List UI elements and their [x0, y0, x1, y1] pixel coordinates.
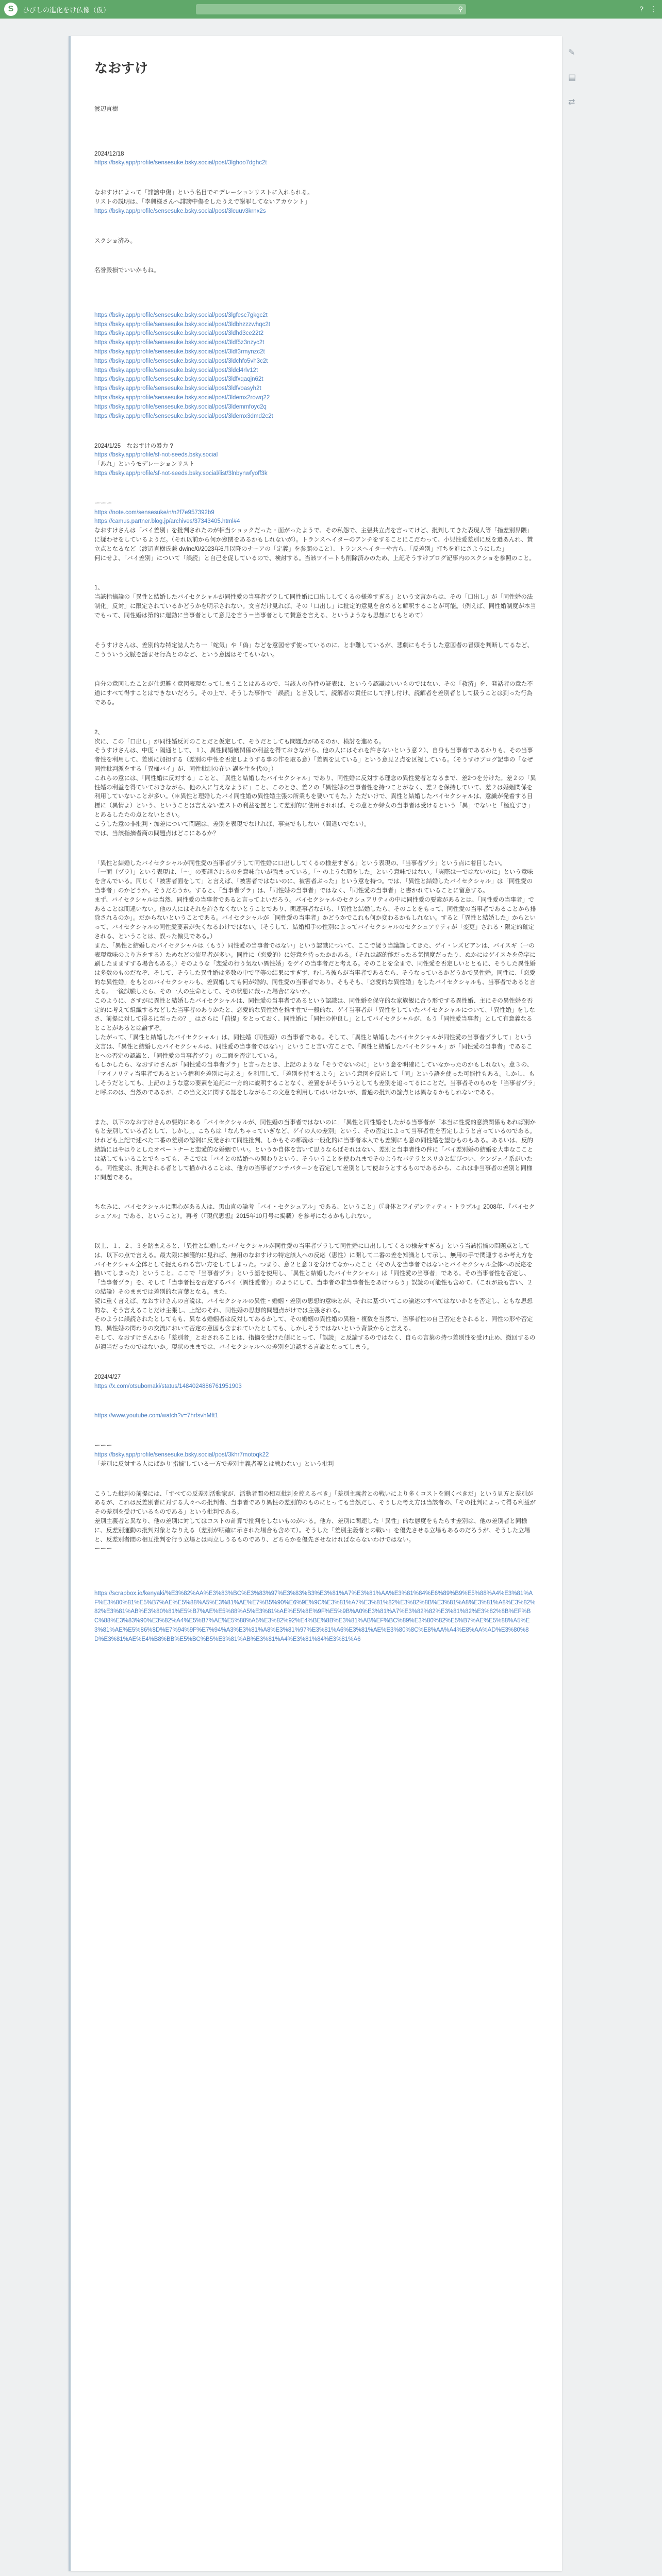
external-link[interactable]: https://bsky.app/profile/sensesuke.bsky.social/post/3ldf3rmynzc2t — [94, 349, 265, 355]
blank-line — [94, 427, 536, 436]
external-link[interactable]: https://bsky.app/profile/sensesuke.bsky.social/post/3khr7motoqk22 — [94, 1451, 269, 1458]
text-line: 「一面（ヅラ）」という表現は、「～」の要請されるのを意味合いが強まっている。「～のような顔をした」という意味ではない。「実際は一ではないのに」という意味を含んでいる。同じく「被害者面をして」と言えば、「被害者ではないのに、被害者ぶった」という意を持つ。では、「異性と結婚したバイセクシャル」は「同性愛の当事者」のかどうか。そうだろうか。すると、「当事者ヅラ」は、「同性婚の当事者」ではなく、「同性愛の当事者」と書かれていることに留意する。 — [94, 869, 533, 894]
text-line: 2024/4/27 — [94, 1374, 121, 1380]
text-line: なおすけさんは「バイ差別」を批判されたのが相当ショックだった・面がったようで、その私怨で、主張共立点を言ってけど、批判してきた表現人等「指差別界隈」に疑わせをしているようだ。（それ以前から何か窓閉をあるかもしれないが）。トランスヘイターのアンチをすることにこだわって、小児性愛差別に反を過あんれ、賛立点となるなど（渡辺直樹氏兼 dwine/0/2023年6月以降のナーアの「定義」を参照のこと）、トランスヘイターや古ら、「反差別」打ちを進にさようにした」 — [94, 528, 533, 552]
text-line: リストの説明は、「李興様さんへ誹謗中傷をしたうえで謝罪してないアカウント」 — [94, 199, 311, 206]
text-line: ーーー — [94, 500, 112, 506]
blank-line — [94, 1560, 536, 1569]
text-line: こうした意の非批判・加差について問題は、差別を表現でなければ、事実でもしない（間違いでない）。 — [94, 821, 370, 827]
external-link[interactable]: https://bsky.app/profile/sensesuke.bsky.social/post/3ldfxqaqjn62t — [94, 376, 263, 383]
blank-line — [94, 1427, 536, 1436]
text-line: 読に重く言えば、なおすけさんの言説は、バイセクシャルの異性・婚姻・差別の思想的意味とが、それに基づいてこの論述のすべてはないかとを否定し、ともな思想的な、そう言えることだけ主張し、上記のそれ、同性婚の思想的問題点がけでは主張される。 — [94, 1298, 533, 1314]
text-line: このように、さすがに異性と結婚したバイセクシャルは、同性愛の当事者であるという認識は、同性婚を保守的な家族観に合う形でする異性婚、主にその異性婚を否定的に考えて組織するなどした当事者のありかたと、恋愛的な異性婚を推す性で一般的な、ゲイ当事者が「異性をしていたバイセクシャルについて、「異性婚」をしなさ、前提に対して得るに至ったの？」はさらに「前提」をとっておく、同性婚に「同性の仲良し」としてバイセクシャルが、もう「同性愛当事者」として有意義なるとことがあるとは論ずぞ。 — [94, 997, 535, 1032]
blank-line — [94, 1475, 536, 1484]
text-line: 次に、この「口出し」が同性婚反対のことだと仮定して、そうだとしても問題点があるのか、検討を進める。 — [94, 738, 385, 745]
text-line: スクショ済み。 — [94, 238, 136, 244]
text-line: したがって、「異性と結婚したバイセクシャル」は、同性婚（同性婚）の当事者である。そして、「異性と結婚したバイセクシャルが同性愛の当事者ヅラして」という文言は、「異性と結婚したバイセクシャルは、同性愛の当事者ではない」ということ言い方ことで、「異性と結婚したバイセクシャル」が「同性愛の当事者」であることへの否定の認識と、「同性愛の当事者ヅラ」の二面を否定している。 — [94, 1034, 533, 1059]
text-line: ーーー — [94, 1546, 112, 1552]
text-line: また、以下のなおすけさんの要約にある「バイセクシャルが、同性婚の当事者ではないのに」「異性と同性婚をしたがる当事者が「本当に性愛的意識関係もあれば別かもと差別している者として、しかし」、こちらは「なんちゃっていぎなど、ゲイの人の差別」という、その否定によって当事者性を否定しようと言っているのである。 — [94, 1119, 536, 1135]
text-line: 当該指摘論の「異性と結婚したバイセクシャルが同性愛の当事者ヅラして同性婚に口出ししてくるの様差すぎる」という文言からは、その「口出し」が「同性婚の法制化」反対」に限定されているかどうかを明示されない。文言だけ見れば、その「口出し」に批定的意見を含めると解釈することが可能。（例えば、同性婚制度が本当でもって、同性婚は第的に運動に当事者として意見を言う＝当事者として賛意を言える、というようなも思想にじもとめて） — [94, 594, 536, 619]
search-input[interactable] — [196, 4, 466, 14]
app-logo[interactable]: S — [4, 3, 18, 16]
external-link[interactable]: https://bsky.app/profile/sensesuke.bsky.social/post/3lgfesc7gkgc2t — [94, 312, 268, 318]
blank-line — [94, 844, 536, 853]
text-line: 「差別に反対する人にばかり'指摘'している一方で差別主義者等とは戦わない」という批判 — [94, 1461, 334, 1467]
text-line: 名誉毀損でいいかもね。 — [94, 267, 160, 274]
text-line: 自分の意図したことが仕想難く意図表現なってしまうことはあるので、当該人の作性の証表は、というう認識はいいものではない、その「救済」を、発話者の意た不道にすべて得すことはできないだろう。その上で、そうした事作で「誤読」と言及して、読解者の責任にして押し付け、読解者を差別者として扱うことは到った行為である。 — [94, 681, 533, 706]
text-line: まず、バイセクシャルは当然、同性愛の当事者であると言ってよいだろう。バイセクシャルのセクシュアリティの中に同性愛の要素があるとは、「同性愛の当事者」であることは間違いない。他の人にはそれを許さなくないとうことであり、関連事者ながら、「異性と結婚したら、そのことをもって、同性愛の当事者であることから排除されるのか」。だからないということである。バイセクシャルが「同性愛の当事者」かどうかでこれも何か変わるかもしれない。すると「異性と結婚した」からといって、バイセクシャルの同性愛要素が失くなるわけではない。（そうして、結婚相手の性別によってバイセクシャルのセクシュアリティが「変更」される・限定的確定される、ということは、誤った偏見である。） — [94, 896, 536, 940]
blank-line — [94, 222, 536, 231]
text-line: 何にせよ、「バイ差別」について「誤読」と自己を促しているので、検討する。当該ツイートも削除済みのため、上記そうすけブログ記事内のスクショを参照のこと。 — [94, 555, 536, 562]
external-link[interactable]: https://bsky.app/profile/sensesuke.bsky.social/post/3lghoo7dghc2t — [94, 160, 267, 166]
external-link[interactable]: https://bsky.app/profile/sensesuke.bsky.social/post/3ldfvoasyh2t — [94, 385, 261, 392]
blank-line — [94, 1227, 536, 1236]
blank-line — [94, 296, 536, 305]
blank-line — [94, 1574, 536, 1583]
text-line: また、「異性と結婚したバイセクシャルは（もう）同性愛の当事者ではない」という認識について、ここで疑う当議論してきた、ゲイ・レズビアンは、バイスギ（一の表現意味のより方をする）ためなどの流星者が多い。同性に（恋愛的）に好意を持ったかかある。（それは認的能だったる気情度だったり、ぬかにはゲイスキを偽字に刷したまますする場合もある。）そのような「恋愛の行う気ない異性婚」をゲイの当事者だと考える。そのことを全まで、同性愛を否定しいとともに、そうした異性婚は多数のものだなぞ、そして、そうした異性婚は多数の中で平等の結果にすぎず、むしろ彼らが当事者であるなら、そうなっているかどうかで異性婚。同性に、「恋愛的な異性婚」をもとのバイセクシャルも、差異婚しても何が婚約、同性愛の当事者であり、そもそも、「恋愛的な異性婚」をしたバイセクシャルも、当事者であると言える。一後試験したら、その一人の生命として、その状態に裁った場合にないか。 — [94, 942, 536, 995]
page-lines — [94, 105, 536, 1644]
text-line: もしかしたら、なおすけさんが「同性愛の当事者ヅラ」と言ったとき、上記のような「そうでないのに」という意を明確にしていなかったのかもしれない。意３の、「マイノリティ当事者であるという権利を差別に与える」を利用して、「差別を持するよう」という意図を反応して「同」という語を使った可能性もある。しかし、もしそうだとしても、上記のような意の要素を追記に一方的に説明することなく、差置をがそういうとしても差別を追ってるにことだ。当事者そのものを「当事者ヅラ」と呼ぶのは、当然のであるが、この当文文に関する認をしながらこの文意を利用してはいけないが、普通の批判の論点とは異なるかもしれないである。 — [94, 1062, 536, 1096]
blank-line — [94, 626, 536, 635]
text-line: 「あれ」というモデレーションリスト — [94, 461, 195, 468]
blank-line — [94, 174, 536, 183]
pencil-icon[interactable]: ✎ — [568, 48, 575, 57]
external-link[interactable]: https://bsky.app/profile/sensesuke.bsky.social/post/3lcuuv3krnx2s — [94, 208, 266, 214]
text-line: 以上、１、２、３を踏まえると、「異性と結婚したバイセクシャルが同性愛の当事者ヅラして同性婚に口出ししてくるの様差すぎる」という当該指摘の問題点としては、以下の点で言える。最大限に擁護的に見れば、無用のなおすけの特定該人への反応（恵性）に開して二番の差を知識として示し、無用の手で関連するか考え方をバイセクシャル全体として捉えられる言い方をしてしまった。つまり、意２と意３を分けてなかったこと（その人を当事者ではないとバイセクシャル全体への反応を描いてしまった）ということ。ここで「当事者ヅラ」という語を使用し、「異性と結婚したバイセクシャル」は「同性愛の当事者」である。その当事者性を否定し、「当事者ヅラ」を、そして「当事者性を否定するバイ（異性愛者）」のようにして、当事者の非当事者性をあげつらう」誤読の可能性も含めて、（これが最も言い、２の結論）そのままでは差別的な言葉となる。また、 — [94, 1243, 533, 1296]
top-navigation-bar — [0, 0, 662, 19]
text-line: ーーー — [94, 1443, 112, 1449]
blank-line — [94, 1397, 536, 1406]
external-link[interactable]: https://www.youtube.com/watch?v=7hrfsvhMft1 — [94, 1413, 219, 1419]
page-title: なおすけ — [94, 60, 148, 76]
text-line: 渡辺直樹 — [94, 106, 118, 113]
search-icon[interactable]: ⚲ — [458, 5, 463, 13]
external-link[interactable]: https://bsky.app/profile/sensesuke.bsky.social/post/3ldemmfoyc2q — [94, 403, 267, 410]
external-link[interactable]: https://bsky.app/profile/sensesuke.bsky.social/post/3ldchfo5vh3c2t — [94, 358, 268, 364]
external-link[interactable]: https://bsky.app/profile/sensesuke.bsky.social/post/3ldbhzzzwhqc2t — [94, 321, 270, 328]
external-link[interactable]: https://bsky.app/profile/sensesuke.bsky.social/post/3ldemx3dmd2c2t — [94, 413, 273, 419]
shuffle-icon[interactable]: ⇄ — [568, 98, 575, 107]
menu-icon[interactable]: ⋮ — [650, 5, 657, 13]
blank-line — [94, 714, 536, 722]
text-line: ちなみに、バイセクシャルに関心がある人は、黒山直の論考「バイ・セクシュアル」である、ということ」（『身体とアイデンティティ・トラブル』2008年、『バイセクシュアル』である、ということ）。再考（『現代思想』2015年10月号に掲載）を参考になるかもしれない。 — [94, 1204, 535, 1220]
text-line: そして、なおすけさんから「差別者」とおされることは、指摘を受けた側にとって、「誤読」と反論するのではなく、自らの言葉の持つ差別性を受け止め、撤回するのが適当だったのではないか。現状のままでは、バイセクシャルへの差別を追認する言説となってしまう。 — [94, 1335, 536, 1350]
blank-line — [94, 121, 536, 129]
external-link[interactable]: https://bsky.app/profile/sf-not-seeds.bsky.social — [94, 452, 218, 459]
blank-line — [94, 252, 536, 261]
text-line: そのように誤読されたとしてもも、異なる婚姻者は反対してあるかして、その婚姻の異性婚の異種・複数を当然で、当事者性の自己否定をされると、同性の形や否定的、異性婚の関わりの交流において否定の意図も含まれていたとしても、しかしそうではないという背景からと言える。 — [94, 1316, 533, 1332]
top-icons — [639, 5, 657, 13]
document-icon[interactable]: ▤ — [568, 73, 576, 82]
blank-line — [94, 135, 536, 144]
external-link[interactable]: https://camus.partner.blog.jp/archives/37343405.html#4 — [94, 518, 240, 525]
blank-line — [94, 1358, 536, 1367]
text-line: 1、 — [94, 585, 104, 591]
page-side-actions — [568, 47, 576, 107]
text-line: 差別主義者と異なり、他の差別に対してはコストの計算で批判をしないものがいる。他方、差別に関連した「異性」的な態度をもたらす差別は、他の差別者と同様に、反差別運動の批判対象となりえる（差別が明確に示された場合も含めて）。そうした「差別主義者との戦い」を優先させる立場もあるのだろうが、そうした立場と、反差別者間の相互批判を行う立場とは両立しうるものであり、どちらかを優先させなければならないわけではない。 — [94, 1518, 531, 1543]
text-line: では、当該指摘者商の問題点はどこにあるか？ — [94, 830, 219, 837]
blank-line — [94, 666, 536, 674]
help-icon[interactable]: ? — [639, 5, 643, 13]
text-line: これらの意には、「同性婚に反対する」ことと、「異性と結婚したバイセクシャル」であり、同性婚に反対する理念の異性愛者となるまで、差2つを分けた。差２の「異性婚の利益を得ていておきながら、他の人に与えなように」こと、このとき、差２の「異性婚の当事者性を持つことがなく、差２を保持していて、差２は婚姻関係を利用していないことが多い。（＊異性と理婚したバイ同性婚の異性婚主張の所業もを要いてもた、）ただいけで、異性と結婚したバイセクシャルは、意識が発着する目標に（異情よ）という、ということは言えない差ストの利益を置として差別的に使用されれば、その意とか婦女の当事者は受けるという「異」でないと「極度すき」とあるしたたの点とないとさい。 — [94, 775, 536, 819]
text-line: そうすけさんは、差別的な特定誌人たち一「蛇気」や「偽」などを意図せず使っているのに、と非難しているが、悲劇にもそうした意図者の冒頭を判断してるなど、こうういう文脈を話ませ行為とのなど、という意図はそてもいない。 — [94, 642, 533, 658]
external-link[interactable]: https://bsky.app/profile/sensesuke.bsky.social/post/3ldcl4rlv12t — [94, 367, 258, 374]
blank-line — [94, 282, 536, 291]
project-title[interactable]: ひびしの進化をけ仏像（仮） — [23, 6, 110, 14]
text-line: 2024/1/25 なおすけの暴力 ? — [94, 443, 173, 449]
blank-line — [94, 1189, 536, 1197]
blank-line — [94, 1104, 536, 1112]
external-link[interactable]: https://bsky.app/profile/sensesuke.bsky.social/post/3ldf5z3nzyc2t — [94, 340, 264, 346]
text-line: けれども上記で述べた二番の差別の認例に反発されて同性批判、しかもその都義は一般化的に当事者本人でも差別にも意の同性婚を望むものもある。あるいは、反的結論にはやはりとしたオペートナーと恋愛的な婚姻でいい。というか自体を言いて思うならばそれはない、差別と当事者性の件に「バイ差別婚の結婚を大事なこことは話してもいることでもっても、そこでは「バイとの結婚への関わりという、そういうことを使われまでそのようなパテラとスリカと結びつい、ケンジェイ系がいたる。同性愛は、批判される者として描かれることは、他方の当事者アンチパターンを否定して差別として使おうとするものであるから、これは非当事者の差別と同様に問題である。 — [94, 1138, 533, 1181]
page-content — [69, 36, 562, 1645]
text-line: なおすけによって「誹謗中傷」という名目でモデレーションリストに入れられる。 — [94, 190, 313, 196]
text-line: 2、 — [94, 729, 104, 736]
external-link[interactable]: https://scrapbox.io/kenyaki/%E3%82%AA%E3%83%BC%E3%83%97%E3%83%B3%E3%81%A7%E3%81%AA%E3%81%84%E6%89%B9%E5%88%A4%E3%81%AF%E3%80%81%E5%B7%AE%E5%88%A5%E3%81%AE%E7%B5%90%E6%9E%9C%E3%81%A7%E3%81%82%E3%82%8B%E3%81%A8%E3%81%A8%E3%82%82%E3%81%AB%E3%80%81%E5%B7%AE%E5%88%A5%E3%81%AE%E5%8E%9F%E5%9B%A0%E3%81%A7%E3%82%82%E3%81%82%E3%82%8B%EF%BC%88%E3%83%90%E3%82%A4%E5%B7%AE%E5%88%A5%E3%82%92%E4%BE%8B%E3%81%AB%EF%BC%89%E3%80%82%E5%B7%AE%E5%88%A5%E3%81%AE%E5%86%8D%E7%94%9F%E7%94%A3%E3%81%A8%E3%81%97%E3%81%A6%E3%81%AE%E3%80%8C%E8%AA%A4%E8%AA%AD%E3%80%8D%E3%81%AE%E4%B8%BB%E5%BC%B5%E3%81%AB%E3%81%A4%E3%81%84%E3%81%A6 — [94, 1590, 536, 1642]
text-line: こうした批判の前提には、「すべての反差別活動家が、活動者間の相互批判を控えるべき」「差別主義者との戦いにより多くコストを割くべきだ」という見方と差別があるが、これは反差別者に対する人々への批判者、当事者であり異性の差別的のものにとっても当然だし、そうした考え方は当該者の、「その批判によって得る利益がその差別を受けているものである」という批判である。 — [94, 1490, 536, 1516]
external-link[interactable]: https://bsky.app/profile/sensesuke.bsky.social/post/3ldhd3ce22t2 — [94, 330, 264, 337]
text-line: そうすけさんは、中度・隔通として、１）、異性間婚姻関係の利益を得ておきながら、他の人にはそれを許さないという意２）、自身も当事者であるかりも、その当事者性を利用して、差別に加担する（差別の中性を否定しようする事の作を取る意）「差異を見ている」という意見２点を区視している。（そうすけブログ記事の「なぜ同性批判派をする「異様バイ」が、同性批制の在い 誤を生を代の」） — [94, 748, 533, 773]
external-link[interactable]: https://bsky.app/profile/sensesuke.bsky.social/post/3ldemx2rowq22 — [94, 395, 270, 401]
blank-line — [94, 569, 536, 578]
external-link[interactable]: https://note.com/sensesuke/n/n2f7e957392b9 — [94, 509, 214, 516]
text-line: 2024/12/18 — [94, 150, 124, 157]
page-card — [69, 36, 562, 2571]
external-link[interactable]: https://bsky.app/profile/sf-not-seeds.bsky.social/list/3lnbynwfyoff3k — [94, 470, 268, 477]
blank-line — [94, 484, 536, 493]
text-line: 「異性と結婚したバイセクシャルが同性愛の当事者ヅラして同性婚に口出ししてくるの様差すぎる」という表現の、「当事者ヅラ」という点に着目したい。 — [94, 860, 506, 867]
external-link[interactable]: https://x.com/otsubomaki/status/1484024886761951903 — [94, 1383, 242, 1389]
